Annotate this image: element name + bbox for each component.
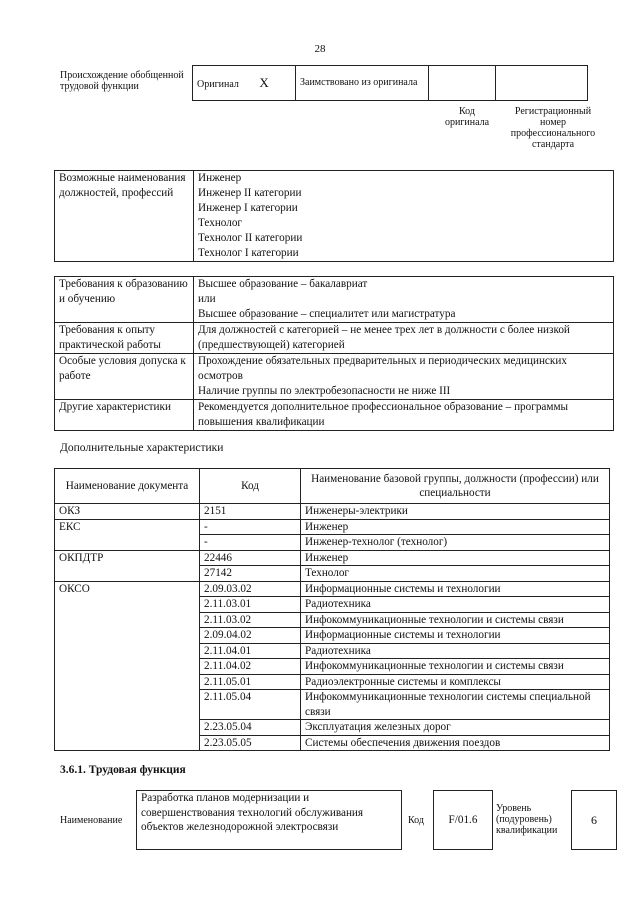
additional-table	[54, 468, 610, 751]
header-name: Наименование базовой группы, должности (профессии) или специальности	[301, 469, 610, 504]
position-item: Технолог	[198, 217, 243, 229]
origin-reg-caption: Регистрационный номер профессионального стандарта	[510, 106, 596, 150]
table-row	[55, 690, 610, 720]
code-cell: 22446	[200, 550, 301, 566]
origin-borrowed-label: Заимствовано из оригинала	[300, 77, 418, 88]
code-cell: 2151	[200, 504, 301, 520]
function-name-box	[136, 790, 402, 850]
table-row	[55, 535, 610, 551]
table-row	[55, 597, 610, 613]
requirement-line: Высшее образование – специалитет или магистратура	[198, 308, 456, 320]
function-code-box	[433, 790, 493, 850]
origin-original-mark: X	[259, 75, 269, 90]
table-row	[55, 581, 610, 597]
requirement-value	[194, 354, 614, 400]
header-code: Код	[200, 469, 301, 504]
requirement-label: Особые условия допуска к работе	[55, 354, 194, 400]
positions-label: Возможные наименования должностей, профессий	[55, 171, 194, 262]
name-cell: Радиотехника	[301, 597, 610, 613]
code-cell: 2.11.03.02	[200, 612, 301, 628]
function-code-label: Код	[408, 815, 424, 826]
requirement-row	[55, 277, 614, 323]
requirement-label: Требования к образованию и обучению	[55, 277, 194, 323]
function-name-label: Наименование	[60, 815, 123, 826]
function-code-value: F/01.6	[448, 814, 478, 826]
positions-table	[54, 170, 614, 262]
doc-cell	[55, 566, 200, 582]
name-cell: Радиотехника	[301, 643, 610, 659]
origin-original-cell	[193, 66, 296, 101]
doc-cell: ОКСО	[55, 581, 200, 597]
requirement-row	[55, 400, 614, 431]
doc-cell	[55, 674, 200, 690]
table-row	[55, 643, 610, 659]
origin-label: Происхождение обобщенной трудовой функции	[60, 70, 184, 92]
doc-cell	[55, 735, 200, 751]
code-cell: -	[200, 535, 301, 551]
code-cell: 2.11.03.01	[200, 597, 301, 613]
requirement-value	[194, 277, 614, 323]
name-cell: Инженеры-электрики	[301, 504, 610, 520]
code-cell: -	[200, 519, 301, 535]
requirement-line: Прохождение обязательных предварительных и периодических медицинских осмотров	[198, 355, 567, 382]
positions-list	[194, 171, 614, 262]
doc-cell: ОКПДТР	[55, 550, 200, 566]
position-item: Технолог I категории	[198, 247, 299, 259]
doc-cell	[55, 597, 200, 613]
origin-code-caption: Код оригинала	[444, 106, 490, 128]
name-cell: Инфокоммуникационные технологии системы специальной связи	[301, 690, 610, 720]
table-row	[55, 504, 610, 520]
name-cell: Инженер-технолог (технолог)	[301, 535, 610, 551]
requirement-value	[194, 323, 614, 354]
name-cell: Радиоэлектронные системы и комплексы	[301, 674, 610, 690]
function-level-box	[571, 790, 617, 850]
table-row	[55, 659, 610, 675]
requirement-label: Требования к опыту практической работы	[55, 323, 194, 354]
code-cell: 2.11.05.04	[200, 690, 301, 720]
origin-table	[192, 65, 588, 101]
table-row	[55, 612, 610, 628]
name-cell: Инженер	[301, 519, 610, 535]
requirement-row	[55, 323, 614, 354]
requirement-line: Для должностей с категорией – не менее трех лет в должности с более низкой (предшествующей) категорией	[198, 324, 570, 351]
doc-cell	[55, 535, 200, 551]
doc-cell	[55, 628, 200, 644]
position-item: Технолог II категории	[198, 232, 303, 244]
name-cell: Эксплуатация железных дорог	[301, 720, 610, 736]
position-item: Инженер I категории	[198, 202, 298, 214]
position-item: Инженер II категории	[198, 187, 302, 199]
doc-cell	[55, 659, 200, 675]
code-cell: 27142	[200, 566, 301, 582]
requirement-value	[194, 400, 614, 431]
doc-cell	[55, 643, 200, 659]
code-cell: 2.09.03.02	[200, 581, 301, 597]
doc-cell: ОКЗ	[55, 504, 200, 520]
requirements-table	[54, 276, 614, 431]
name-cell: Информационные системы и технологии	[301, 581, 610, 597]
code-cell: 2.23.05.04	[200, 720, 301, 736]
additional-header-row	[55, 469, 610, 504]
function-level-label: Уровень (подуровень) квалификации	[496, 803, 558, 836]
doc-cell	[55, 720, 200, 736]
table-row	[55, 550, 610, 566]
page-number: 28	[314, 43, 326, 55]
function-name-value: Разработка планов модернизации и совершенствования технологий обслуживания объектов железнодорожной электросвязи	[141, 792, 364, 833]
name-cell: Технолог	[301, 566, 610, 582]
requirement-row	[55, 354, 614, 400]
requirement-line: Высшее образование – бакалавриат	[198, 278, 368, 290]
name-cell: Системы обеспечения движения поездов	[301, 735, 610, 751]
origin-borrowed-cell	[296, 66, 429, 101]
name-cell: Информационные системы и технологии	[301, 628, 610, 644]
requirement-line: Рекомендуется дополнительное профессиональное образование – программы повышения квалификации	[198, 401, 569, 428]
table-row	[55, 628, 610, 644]
code-cell: 2.11.05.01	[200, 674, 301, 690]
code-cell: 2.11.04.01	[200, 643, 301, 659]
name-cell: Инженер	[301, 550, 610, 566]
code-cell: 2.09.04.02	[200, 628, 301, 644]
table-row	[55, 674, 610, 690]
origin-code-cell	[429, 66, 496, 101]
requirement-line: Наличие группы по электробезопасности не ниже III	[198, 385, 451, 397]
origin-original-label: Оригинал	[197, 79, 239, 90]
name-cell: Инфокоммуникационные технологии и системы связи	[301, 659, 610, 675]
code-cell: 2.23.05.05	[200, 735, 301, 751]
header-doc: Наименование документа	[55, 469, 200, 504]
section-title: 3.6.1. Трудовая функция	[60, 764, 186, 776]
code-cell: 2.11.04.02	[200, 659, 301, 675]
table-row	[55, 566, 610, 582]
doc-cell	[55, 612, 200, 628]
table-row	[55, 735, 610, 751]
table-row	[55, 720, 610, 736]
requirement-line: или	[198, 293, 216, 305]
requirement-label: Другие характеристики	[55, 400, 194, 431]
doc-cell: ЕКС	[55, 519, 200, 535]
position-item: Инженер	[198, 172, 242, 184]
table-row	[55, 519, 610, 535]
origin-reg-cell	[496, 66, 588, 101]
doc-cell	[55, 690, 200, 720]
additional-title: Дополнительные характеристики	[60, 442, 224, 454]
function-level-value: 6	[591, 812, 597, 827]
name-cell: Инфокоммуникационные технологии и системы связи	[301, 612, 610, 628]
